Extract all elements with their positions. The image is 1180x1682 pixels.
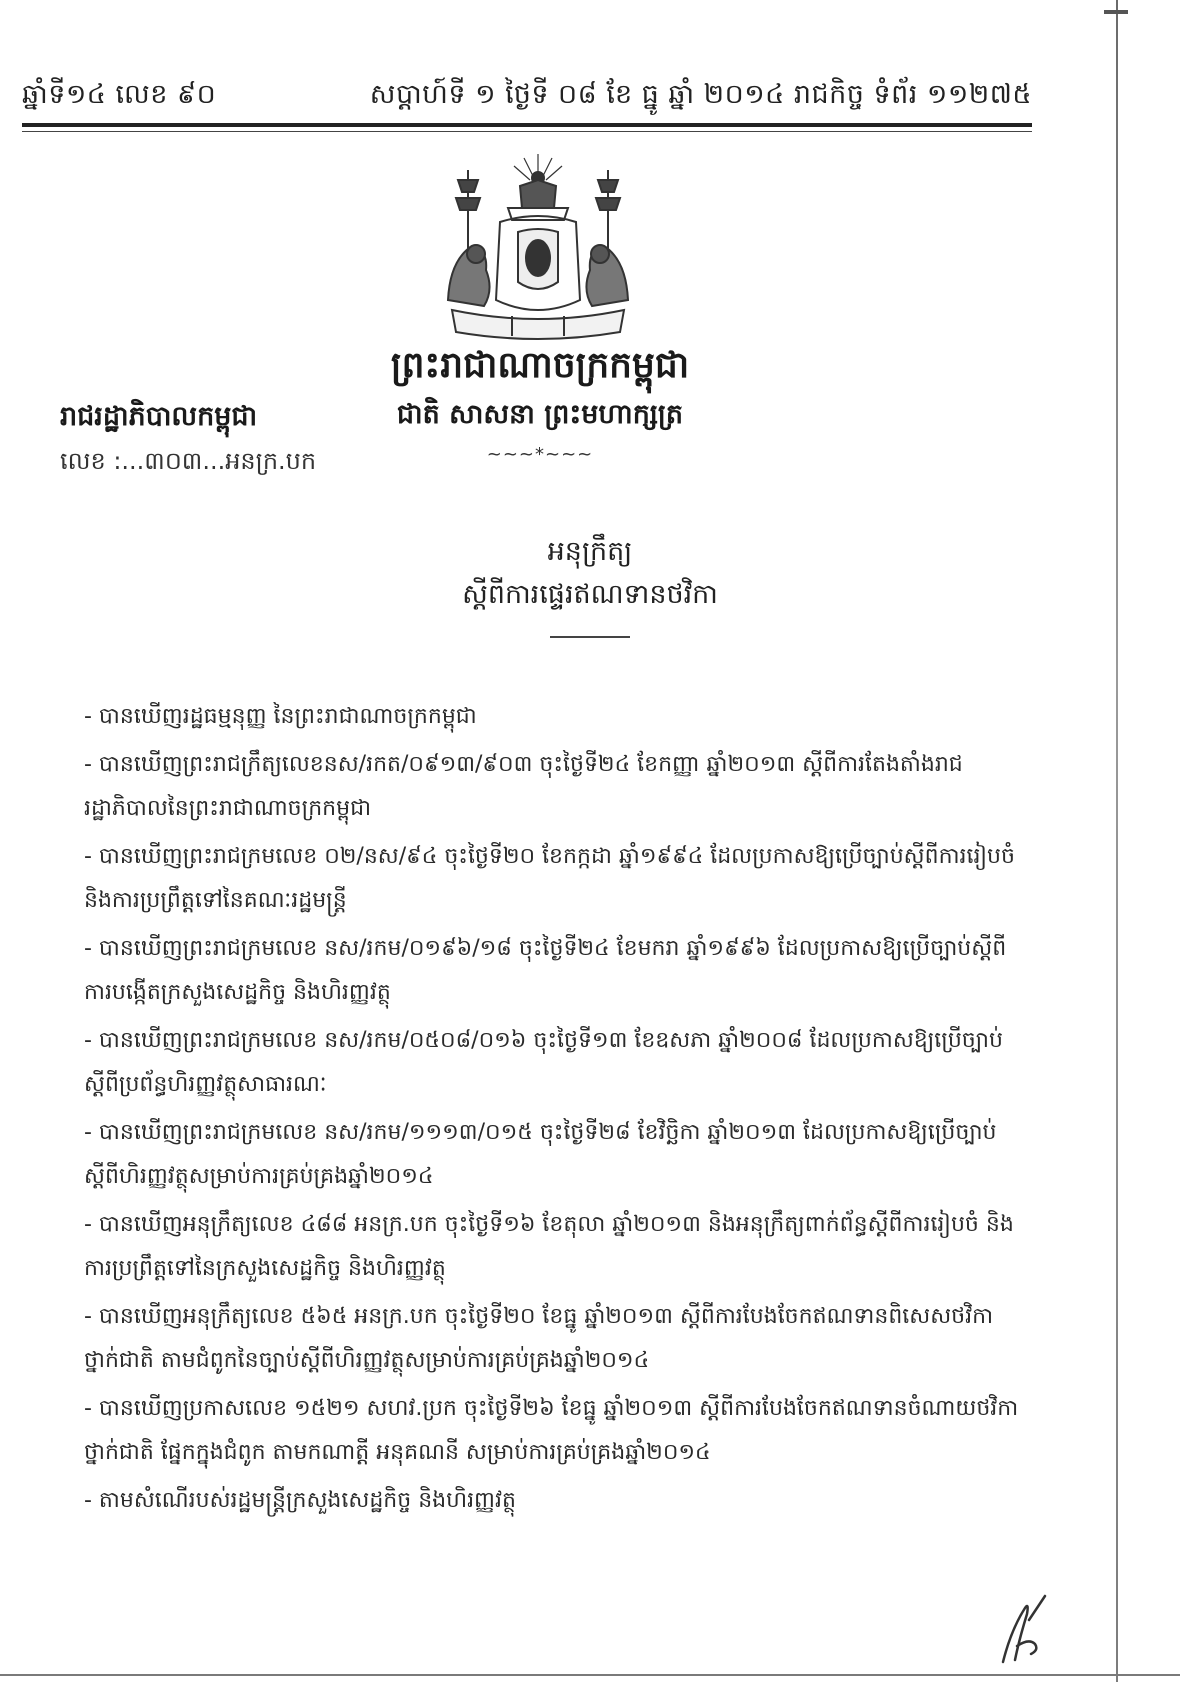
header-rule-thick bbox=[22, 123, 1032, 127]
list-item: - បានឃើញប្រកាសលេខ ១៥២១ សហវ.ប្រក ចុះថ្ងៃទី២៦ ខែធ្នូ ឆ្នាំ២០១៣ ស្តីពីការបែងចែកឥណទានចំណាយថវិកាថ្នាក់ជាតិ ផ្នែកក្នុងជំពូក តាមកណាត្តី អនុគណនី សម្រាប់ការគ្រប់គ្រងឆ្នាំ២០១៤ bbox=[84, 1396, 1019, 1465]
royal-coat-of-arms-icon bbox=[438, 150, 638, 342]
list-item: - បានឃើញព្រះរាជក្រឹត្យលេខនស/រកត/០៩១៣/៩០៣ ចុះថ្ងៃទី២៤ ខែកញ្ញា ឆ្នាំ២០១៣ ស្តីពីការតែងតាំងរាជរដ្ឋាភិបាលនៃព្រះរាជាណាចក្រកម្ពុជា bbox=[84, 752, 963, 821]
title-divider bbox=[550, 636, 630, 638]
list-item: - បានឃើញព្រះរាជក្រមលេខ ០២/នស/៩៤ ចុះថ្ងៃទី២០ ខែកក្កដា ឆ្នាំ១៩៩៤ ដែលប្រកាសឱ្យប្រើច្បាប់ស្តីពីការរៀបចំ និងការប្រព្រឹត្តទៅនៃគណៈរដ្ឋមន្ត្រី bbox=[84, 844, 1015, 913]
national-motto: ជាតិ សាសនា ព្រះមហាក្សត្រ bbox=[396, 399, 684, 430]
preamble-list bbox=[62, 695, 1022, 1527]
list-item: - បានឃើញរដ្ឋធម្មនុញ្ញ នៃព្រះរាជាណាចក្រកម្ពុជា bbox=[84, 704, 477, 729]
scan-edge-line bbox=[1116, 0, 1118, 1682]
document-subtitle: ស្តីពីការផ្ទេរឥណទានថវិកា bbox=[462, 579, 718, 610]
list-item: - បានឃើញព្រះរាជក្រមលេខ នស/រកម/០១៩៦/១៨ ចុះថ្ងៃទី២៤ ខែមករា ឆ្នាំ១៩៩៦ ដែលប្រកាសឱ្យប្រើច្បាប់ស្តីពីការបង្កើតក្រសួងសេដ្ឋកិច្ច និងហិរញ្ញវត្ថុ bbox=[84, 936, 1007, 1005]
list-item: - បានឃើញព្រះរាជក្រមលេខ នស/រកម/១១១៣/០១៥ ចុះថ្ងៃទី២៨ ខែវិច្ឆិកា ឆ្នាំ២០១៣ ដែលប្រកាសឱ្យប្រើច្បាប់ស្តីពីហិរញ្ញវត្ថុសម្រាប់ការគ្រប់គ្រងឆ្នាំ២០១៤ bbox=[84, 1120, 997, 1189]
document-title: អនុក្រឹត្យ bbox=[547, 536, 633, 567]
list-item: - បានឃើញអនុក្រឹត្យលេខ ៤៨៨ អនក្រ.បក ចុះថ្ងៃទី១៦ ខែតុលា ឆ្នាំ២០១៣ និងអនុក្រឹត្យពាក់ព័ន្ធស្តីពីការរៀបចំ និងការប្រព្រឹត្តទៅនៃក្រសួងសេដ្ឋកិច្ច និងហិរញ្ញវត្ថុ bbox=[84, 1212, 1014, 1281]
issuing-authority: រាជរដ្ឋាភិបាលកម្ពុជា bbox=[60, 401, 258, 432]
list-item: - បានឃើញអនុក្រឹត្យលេខ ៥៦៥ អនក្រ.បក ចុះថ្ងៃទី២០ ខែធ្នូ ឆ្នាំ២០១៣ ស្តីពីការបែងចែកឥណទានពិសេសថវិកាថ្នាក់ជាតិ តាមជំពូកនៃច្បាប់ស្តីពីហិរញ្ញវត្ថុសម្រាប់ការគ្រប់គ្រងឆ្នាំ២០១៤ bbox=[84, 1304, 994, 1373]
reference-number: លេខ :...៣០៣...អនក្រ.បក bbox=[60, 447, 317, 475]
scan-bottom-edge bbox=[0, 1674, 1180, 1676]
kingdom-name: ព្រះរាជាណាចក្រកម្ពុជា bbox=[390, 345, 690, 386]
list-item: - បានឃើញព្រះរាជក្រមលេខ នស/រកម/០៥០៨/០១៦ ចុះថ្ងៃទី១៣ ខែឧសភា ឆ្នាំ២០០៨ ដែលប្រកាសឱ្យប្រើច្បាប់ស្តីពីប្រព័ន្ធហិរញ្ញវត្ថុសាធារណៈ bbox=[84, 1028, 1003, 1097]
gazette-header bbox=[22, 78, 1032, 117]
handwritten-initial-icon bbox=[995, 1590, 1055, 1670]
ornament-divider: ~~~*~~~ bbox=[486, 444, 594, 465]
list-item: - តាមសំណើរបស់រដ្ឋមន្ត្រីក្រសួងសេដ្ឋកិច្ច និងហិរញ្ញវត្ថុ bbox=[84, 1488, 516, 1513]
scan-edge-mark bbox=[1104, 10, 1128, 28]
header-rule-thin bbox=[22, 131, 1032, 132]
gazette-issue: ឆ្នាំទី១៤ លេខ ៩០ bbox=[22, 79, 217, 110]
gazette-date-page: សប្តាហ៍ទី ១ ថ្ងៃទី ០៨ ខែ ធ្នូ ឆ្នាំ ២០១៤ រាជកិច្ច ទំព័រ ១១២៧៥ bbox=[369, 79, 1032, 110]
